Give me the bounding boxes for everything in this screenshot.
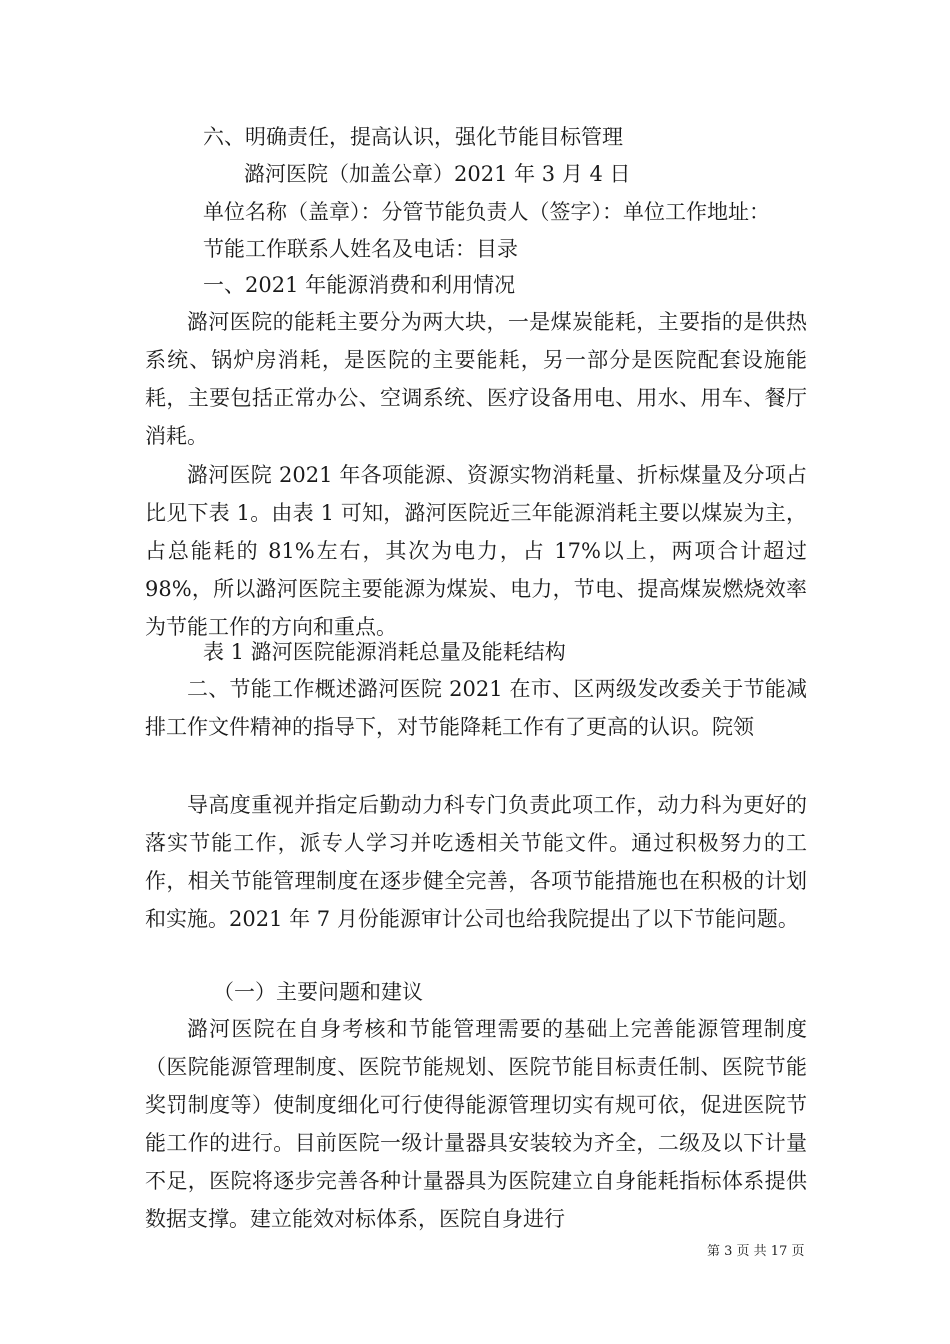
paragraph-text: 二、节能工作概述潞河医院 2021 在市、区两级发改委关于节能减排工作文件精神的指导下，对节能降耗工作有了更高的认识。院领	[145, 677, 807, 739]
paragraph-text: 潞河医院的能耗主要分为两大块，一是煤炭能耗，主要指的是供热系统、锅炉房消耗，是医院的主要能耗，另一部分是医院配套设施能耗，主要包括正常办公、空调系统、医疗设备用电、用水、用车、餐厅消耗。	[145, 310, 807, 448]
contact-line: 节能工作联系人姓名及电话：目录	[203, 237, 518, 261]
unit-info-line: 单位名称（盖章）：分管节能负责人（签字）：单位工作地址：	[203, 200, 770, 224]
table-caption: 表 1 潞河医院能源消耗总量及能耗结构	[203, 640, 566, 664]
section-one-title: 一、2021 年能源消费和利用情况	[203, 273, 516, 297]
paragraph-energy-split	[145, 303, 807, 455]
paragraph-recommendations	[145, 1010, 807, 1238]
subsection-one-title: （一）主要问题和建议	[213, 980, 423, 1004]
heading-six: 六、明确责任，提高认识，强化节能目标管理	[203, 125, 623, 149]
signature-line: 潞河医院（加盖公章）2021 年 3 月 4 日	[244, 162, 631, 186]
paragraph-text: 潞河医院 2021 年各项能源、资源实物消耗量、折标煤量及分项占比见下表 1。由表 1 可知，潞河医院近三年能源消耗主要以煤炭为主，占总能耗的 81%左右，其次为电力，占 17%以上，两项合计超过 98%，所以潞河医院主要能源为煤炭、电力，节电、提高煤炭燃烧效率为节能工作的方向和重点。	[145, 463, 807, 639]
paragraph-text: 导高度重视并指定后勤动力科专门负责此项工作，动力科为更好的落实节能工作，派专人学习并吃透相关节能文件。通过积极努力的工作，相关节能管理制度在逐步健全完善，各项节能措施也在积极的计划和实施。2021 年 7 月份能源审计公司也给我院提出了以下节能问题。	[145, 793, 807, 931]
paragraph-section-two	[145, 670, 807, 746]
paragraph-text: 潞河医院在自身考核和节能管理需要的基础上完善能源管理制度（医院能源管理制度、医院节能规划、医院节能目标责任制、医院节能奖罚制度等）使制度细化可行使得能源管理切实有规可依，促进医院节能工作的进行。目前医院一级计量器具安装较为齐全，二级及以下计量不足，医院将逐步完善各种计量器具为医院建立自身能耗指标体系提供数据支撑。建立能效对标体系，医院自身进行	[145, 1017, 807, 1231]
paragraph-leadership	[145, 786, 807, 938]
paragraph-table-intro	[145, 456, 807, 646]
page-indicator: 第 3 页 共 17 页	[707, 1244, 805, 1259]
